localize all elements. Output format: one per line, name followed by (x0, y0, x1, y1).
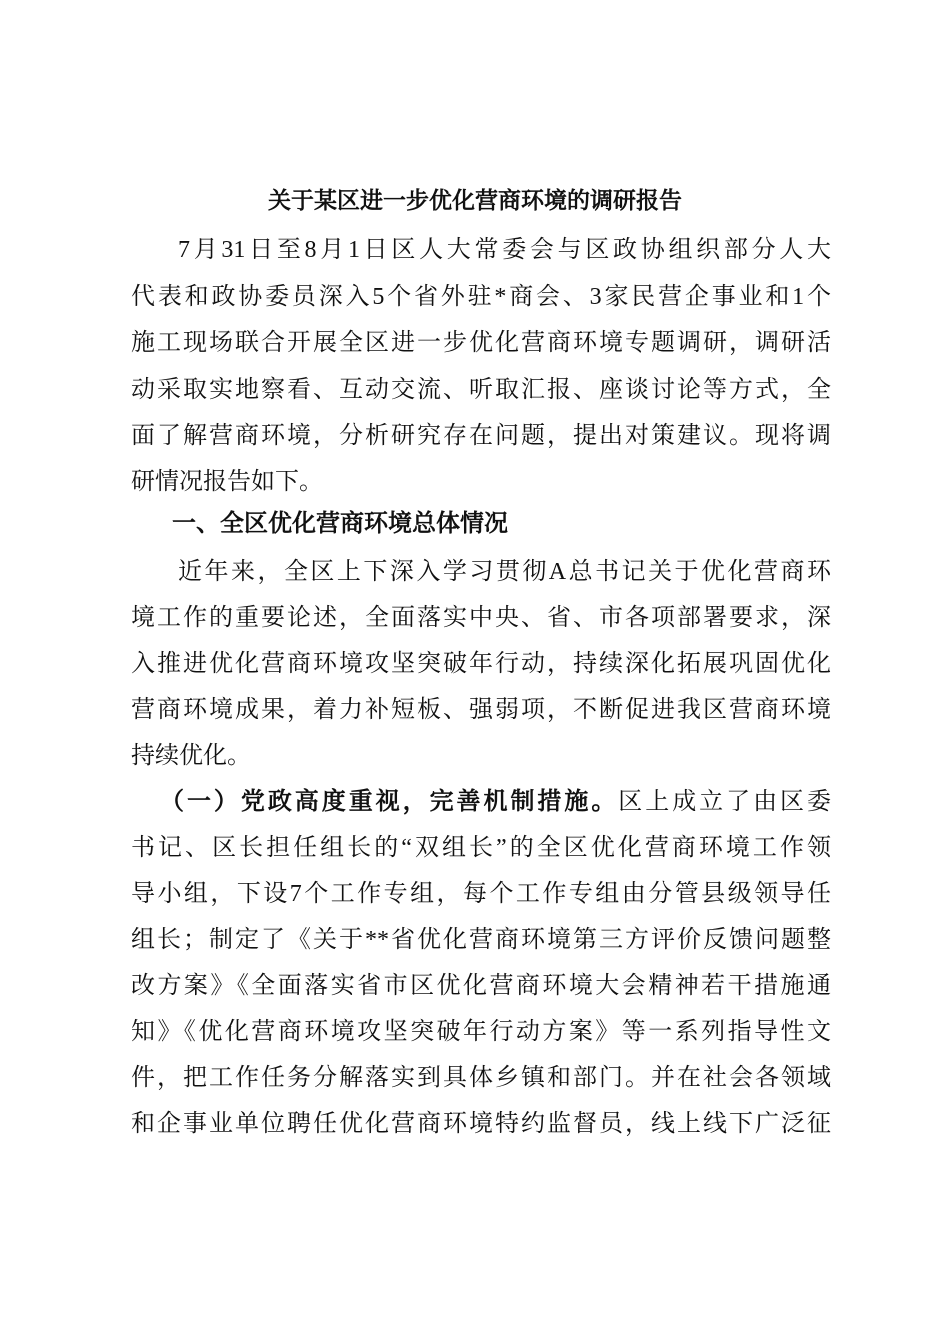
paragraph-line: 组长；制定了《关于**省优化营商环境第三方评价反馈问题整 (131, 927, 831, 953)
paragraph-line: 件，把工作任务分解落实到具体乡镇和部门。并在社会各领域 (131, 1065, 831, 1091)
document-title: 关于某区进一步优化营商环境的调研报告 (268, 188, 682, 213)
paragraph-line: 研情况报告如下。 (131, 469, 323, 495)
paragraph-line: 导小组，下设7个工作专组，每个工作专组由分管县级领导任 (131, 881, 831, 907)
paragraph-line: 书记、区长担任组长的“双组长”的全区优化营商环境工作领 (131, 835, 831, 861)
paragraph-line: 境工作的重要论述，全面落实中央、省、市各项部署要求，深 (131, 605, 831, 631)
paragraph-text: 区上成立了由区委 (618, 789, 832, 815)
paragraph-line: 施工现场联合开展全区进一步优化营商环境专题调研，调研活 (131, 330, 831, 356)
paragraph-line: 和企事业单位聘任优化营商环境特约监督员，线上线下广泛征 (131, 1111, 831, 1137)
paragraph-line: 入推进优化营商环境攻坚突破年行动，持续深化拓展巩固优化 (131, 651, 831, 677)
paragraph-line: 近年来，全区上下深入学习贯彻A总书记关于优化营商环 (178, 559, 831, 585)
paragraph-line: 营商环境成果，着力补短板、强弱项，不断促进我区营商环境 (131, 697, 831, 723)
section-heading: 一、全区优化营商环境总体情况 (172, 509, 508, 537)
paragraph-line: 面了解营商环境，分析研究存在问题，提出对策建议。现将调 (131, 423, 831, 449)
paragraph-line: 知》《优化营商环境攻坚突破年行动方案》等一系列指导性文 (131, 1019, 831, 1045)
subsection-lead: （一）党政高度重视，完善机制措施。 (160, 789, 619, 815)
paragraph-line: 改方案》《全面落实省市区优化营商环境大会精神若干措施通 (131, 973, 831, 999)
paragraph-line: 持续优化。 (131, 743, 251, 769)
paragraph-line (160, 785, 831, 819)
paragraph-line: 代表和政协委员深入5个省外驻*商会、3家民营企事业和1个 (131, 284, 831, 310)
paragraph-line: 7月31日至8月1日区人大常委会与区政协组织部分人大 (178, 237, 831, 263)
paragraph-line: 动采取实地察看、互动交流、听取汇报、座谈讨论等方式，全 (131, 377, 831, 403)
